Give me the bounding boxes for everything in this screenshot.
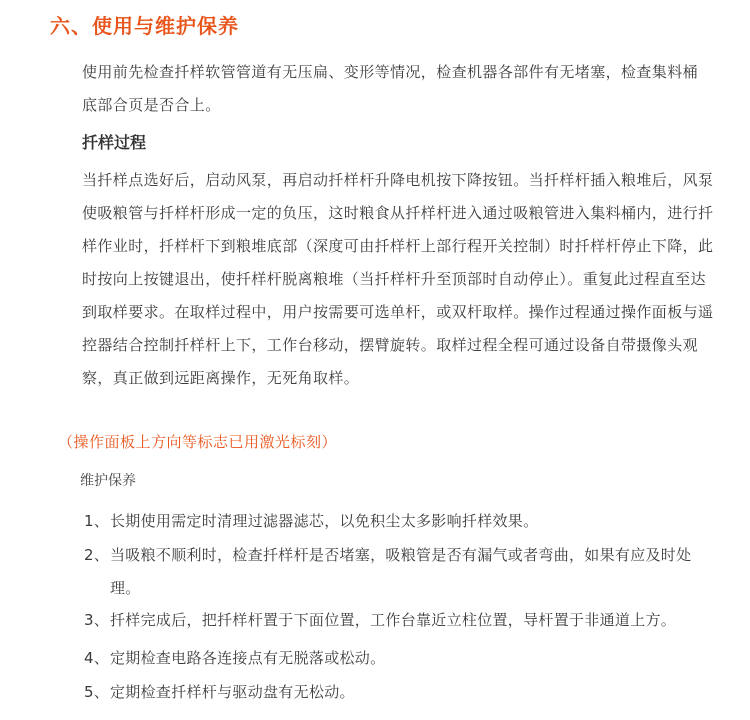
item-text: 定期检查电路各连接点有无脱落或松动。 (110, 649, 386, 667)
section-heading: 六、使用与维护保养 (50, 14, 239, 38)
maintenance-item (84, 505, 714, 538)
item-text: 长期使用需定时清理过滤器滤芯，以免积尘太多影响扦样效果。 (110, 512, 539, 530)
item-text: 扦样完成后，把扦样杆置于下面位置，工作台靠近立柱位置，导杆置于非通道上方。 (110, 611, 677, 629)
item-number: 1、 (84, 512, 110, 530)
laser-note: （操作面板上方向等标志已用激光标刻） (58, 433, 338, 451)
process-paragraph: 当扦样点选好后，启动风泵，再启动扦样杆升降电机按下降按钮。当扦样杆插入粮堆后，风泵使吸粮管与扦样杆形成一定的负压，这时粮食从扦样杆进入通过吸粮管进入集料桶内，进行扦样作业时，扦样杆下到粮堆底部（深度可由扦样杆上部行程开关控制）时扦样杆停止下降，此时按向上按键退出，使扦样杆脱离粮堆（当扦样杆升至顶部时自动停止）。重复此过程直至达到取样要求。在取样过程中，用户按需要可选单杆，或双杆取样。操作过程通过操作面板与遥控器结合控制扦样杆上下，工作台移动，摆臂旋转。取样过程全程可通过设备自带摄像头观察，真正做到远距离操作，无死角取样。 (82, 171, 714, 387)
item-number: 3、 (84, 611, 110, 629)
item-number: 4、 (84, 649, 110, 667)
item-text: 定期检查扦样杆与驱动盘有无松动。 (110, 683, 355, 701)
maintenance-item (84, 604, 714, 637)
maintenance-item (84, 539, 714, 605)
maintenance-item (84, 642, 714, 675)
process-title: 扦样过程 (82, 133, 147, 152)
maintenance-item (84, 676, 714, 709)
item-number: 5、 (84, 683, 110, 701)
item-number: 2、 (84, 546, 110, 564)
maintenance-title: 维护保养 (80, 473, 136, 489)
item-text: 当吸粮不顺利时，检查扦样杆是否堵塞，吸粮管是否有漏气或者弯曲，如果有应及时处理。 (110, 546, 692, 597)
intro-paragraph: 使用前先检查扦样软管管道有无压扁、变形等情况，检查机器各部件有无堵塞，检查集料桶底部合页是否合上。 (82, 63, 699, 114)
